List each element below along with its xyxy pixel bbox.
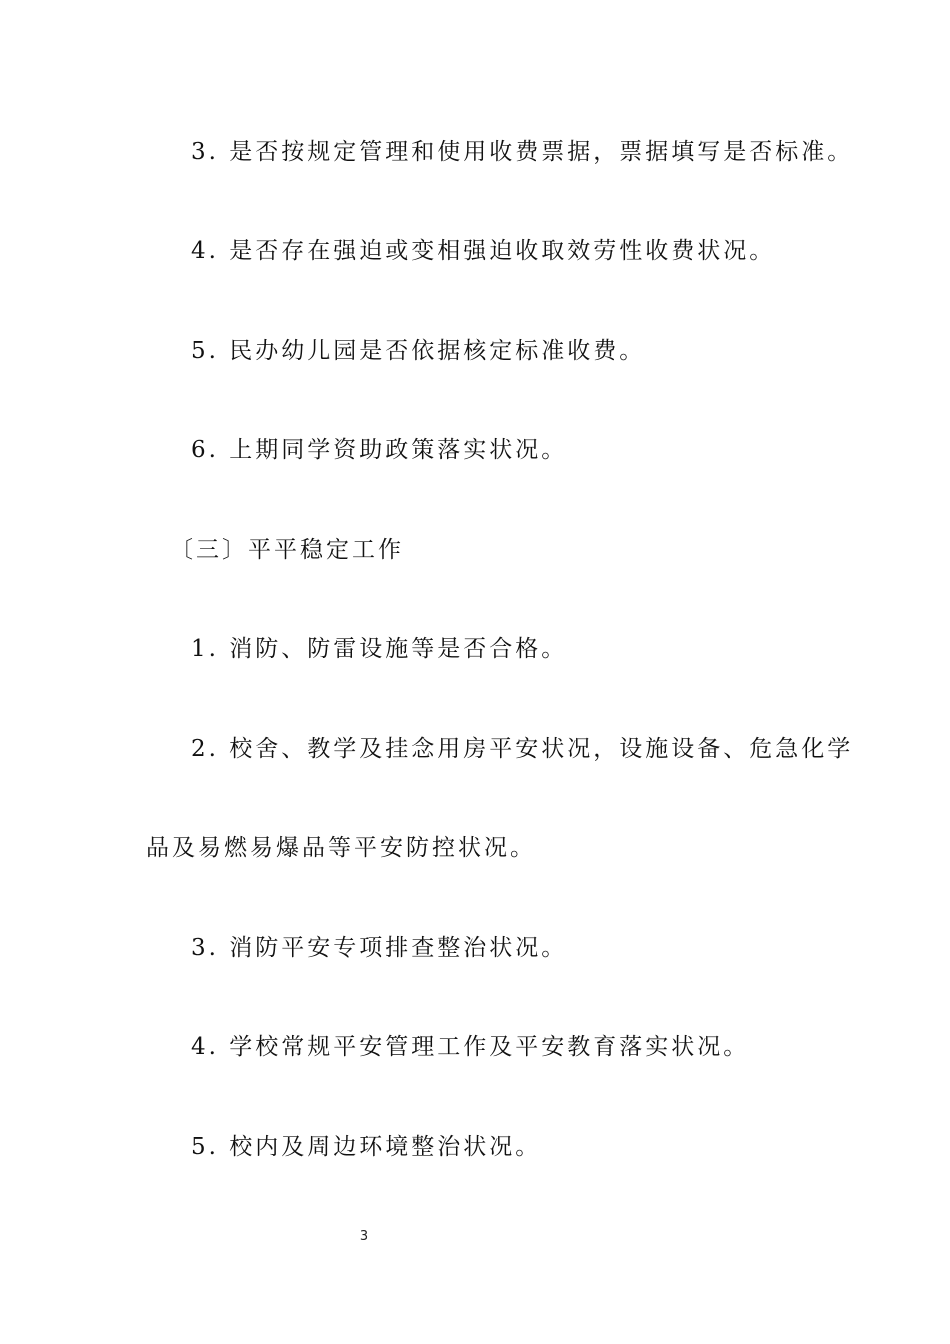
item-4-forced-fees: 4. 是否存在强迫或变相强迫收取效劳性收费状况。 xyxy=(191,238,776,264)
item-5-campus-environment: 5. 校内及周边环境整治状况。 xyxy=(191,1134,542,1160)
item-3-fire-safety-inspection: 3. 消防平安专项排查整治状况。 xyxy=(191,935,568,961)
item-5-private-kindergarten-fees: 5. 民办幼儿园是否依据核定标准收费。 xyxy=(191,338,646,364)
item-1-fire-lightning-facilities: 1. 消防、防雷设施等是否合格。 xyxy=(191,636,568,662)
item-4-routine-safety-management: 4. 学校常规平安管理工作及平安教育落实状况。 xyxy=(191,1034,750,1060)
item-2-building-safety-line-1: 2. 校舍、教学及挂念用房平安状况，设施设备、危急化学 xyxy=(191,736,854,762)
item-6-student-aid-policy: 6. 上期同学资助政策落实状况。 xyxy=(191,437,568,463)
item-2-building-safety-line-2: 品及易燃易爆品等平安防控状况。 xyxy=(146,835,536,861)
page-number: 3 xyxy=(359,1229,369,1244)
section-heading-stability-work: 〔三〕平平稳定工作 xyxy=(170,537,404,563)
item-3-receipt-management: 3. 是否按规定管理和使用收费票据，票据填写是否标准。 xyxy=(191,139,854,165)
